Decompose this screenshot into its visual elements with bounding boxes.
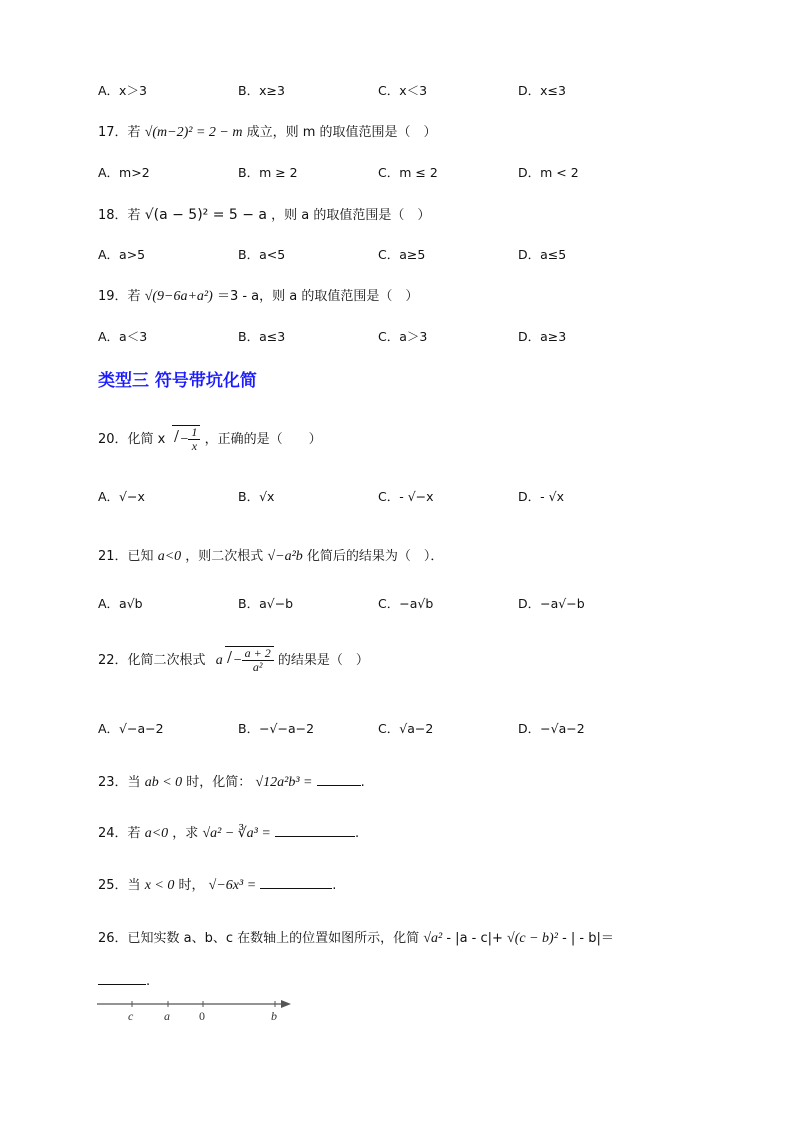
question-text: 26．已知实数 a、b、c 在数轴上的位置如图所示，化简 [98, 931, 420, 946]
option-b: B．√x [238, 489, 275, 504]
period: . [354, 826, 360, 841]
option-a: A．a＜3 [98, 329, 148, 344]
formula: √(a − 5)² = 5 − a [144, 207, 268, 223]
condition: ab < 0 [144, 775, 183, 790]
answer-blank[interactable] [98, 972, 146, 985]
option-a: A．√−x [98, 489, 145, 504]
question-text: ，求 [172, 826, 199, 841]
option-c: C．a＞3 [378, 329, 428, 344]
axis-arrow [281, 1000, 291, 1008]
option-a: A．x＞3 [98, 83, 147, 98]
question-number: 24．若 [98, 826, 141, 841]
question-number: 18．若 [98, 208, 141, 223]
formula-1: √a² [423, 931, 443, 946]
option-d: D．−a√−b [518, 596, 585, 611]
question-tail: 的结果是（ ） [277, 652, 369, 668]
formula-2: √(c − b)² [507, 931, 558, 946]
number-line [95, 995, 300, 1025]
option-b: B．a√−b [238, 596, 294, 611]
question-number: 17．若 [98, 125, 141, 140]
label-a: a [164, 1009, 170, 1023]
question-tail: 成立，则 m 的取值范围是（ ） [246, 125, 437, 140]
condition: a<0 [144, 826, 169, 841]
condition: x < 0 [144, 878, 175, 893]
option-d: D．m < 2 [518, 165, 579, 180]
option-d: D．a≥3 [518, 329, 567, 344]
option-b: B．x≥3 [238, 83, 285, 98]
question-number: 22．化简二次根式 [98, 652, 206, 668]
period: . [360, 775, 365, 790]
question-18 [98, 204, 430, 223]
answer-blank[interactable] [317, 773, 361, 786]
option-c: C．m ≤ 2 [378, 165, 438, 180]
question-tail: ，则 a 的取值范围是（ ） [271, 208, 431, 223]
option-b: B．a≤3 [238, 329, 286, 344]
option-a: A．a√b [98, 596, 143, 611]
formula: √(9−6a+a²) [144, 289, 213, 304]
option-b: B．−√−a−2 [238, 721, 315, 736]
period: . [332, 878, 337, 893]
formula: √a² − ∛a³ = [202, 826, 271, 841]
option-c: C．−a√b [378, 596, 434, 611]
option-d: D．- √x [518, 489, 564, 504]
option-d: D．x≤3 [518, 83, 566, 98]
question-17 [98, 121, 437, 141]
label-b: b [271, 1009, 277, 1023]
label-0: 0 [199, 1009, 205, 1023]
question-22 [98, 646, 369, 674]
radical-fraction: − $\frac{1}{x}$ [172, 425, 201, 453]
option-b: B．a<5 [238, 247, 286, 262]
answer-line [98, 972, 150, 989]
option-c: C．x＜3 [378, 83, 428, 98]
question-21 [98, 545, 443, 565]
question-number: 23．当 [98, 775, 141, 790]
question-tail: ＝3 - a，则 a 的取值范围是（ ） [216, 289, 419, 304]
question-text: ，则二次根式 [185, 549, 264, 564]
option-d: D．a≤5 [518, 247, 567, 262]
option-c: C．√a−2 [378, 721, 434, 736]
formula: √12a²b³ = [255, 775, 313, 790]
question-tail: 化简后的结果为（ ）． [306, 549, 444, 564]
label-c: c [128, 1009, 134, 1023]
answer-blank[interactable] [275, 824, 355, 837]
question-text-mid: - |a - c|+ [446, 931, 503, 946]
question-tail: - | - b|＝ [562, 931, 614, 946]
formula: √(m−2)² = 2 − m [144, 125, 243, 140]
question-tail: ，正确的是（ ） [204, 431, 322, 447]
option-c: C．a≥5 [378, 247, 426, 262]
question-text: 时，化简： [186, 775, 252, 790]
question-number: 21．已知 [98, 549, 154, 564]
formula: √−a²b [267, 549, 303, 564]
question-23 [98, 771, 365, 791]
question-number: 19．若 [98, 289, 141, 304]
option-a: A．a>5 [98, 247, 146, 262]
section-title: 类型三 符号带坑化简 [98, 371, 257, 391]
condition: a<0 [157, 549, 182, 564]
answer-blank[interactable] [260, 876, 332, 889]
radical-fraction: a − $\frac{a + 2}{\text{a²}}$ [216, 653, 274, 668]
question-text: 时， [178, 878, 205, 893]
question-number: 20．化简 x [98, 431, 166, 447]
option-c: C．- √−x [378, 489, 434, 504]
option-a: A．m>2 [98, 165, 150, 180]
question-26 [98, 927, 614, 947]
question-19 [98, 285, 418, 305]
option-a: A．√−a−2 [98, 721, 164, 736]
option-b: B．m ≥ 2 [238, 165, 298, 180]
period: . [146, 974, 151, 989]
question-20 [98, 425, 322, 453]
question-24 [98, 822, 359, 842]
question-25 [98, 874, 336, 894]
option-d: D．−√a−2 [518, 721, 585, 736]
formula: √−6x³ = [208, 878, 257, 893]
question-number: 25．当 [98, 878, 141, 893]
